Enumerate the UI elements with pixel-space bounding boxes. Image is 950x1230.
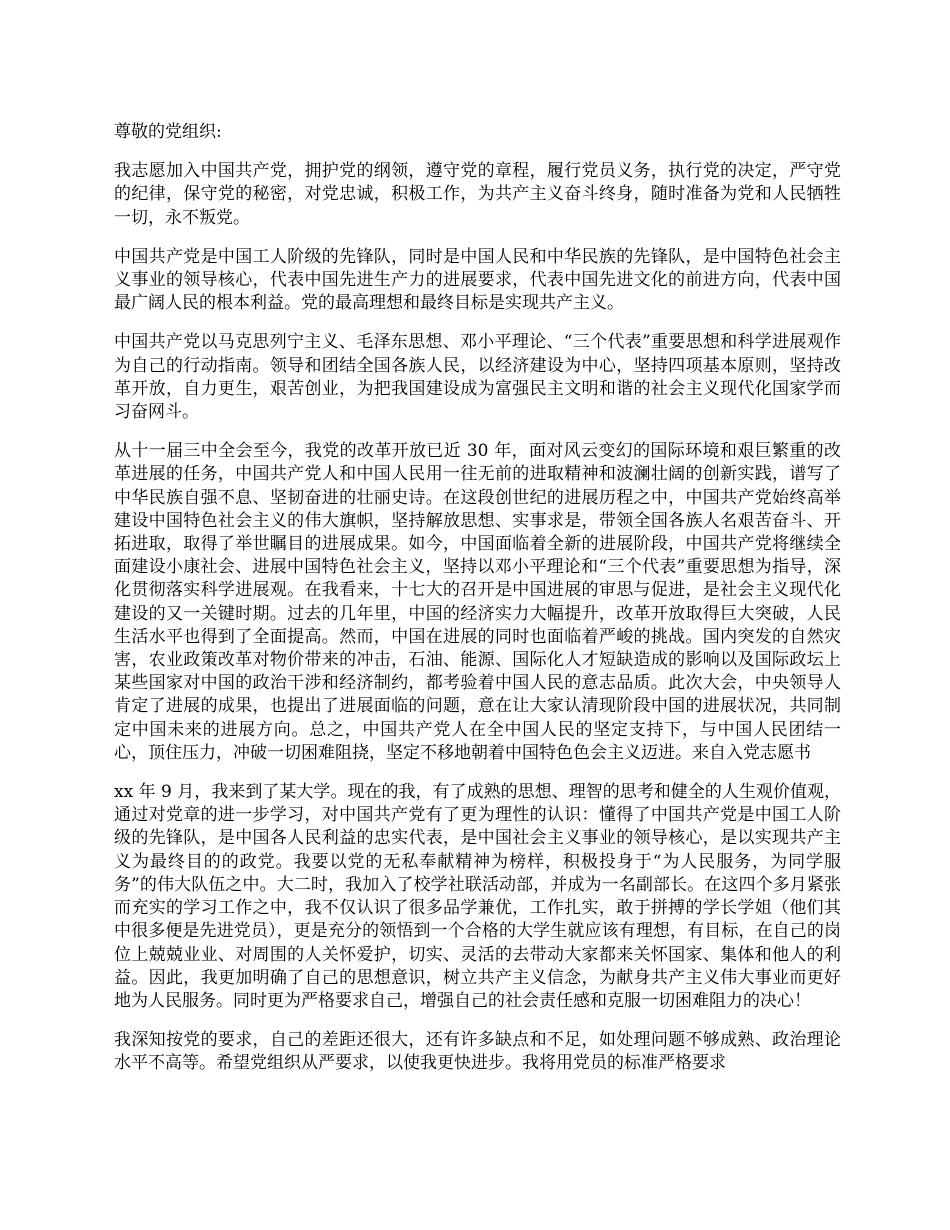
paragraph-self-assessment: 我深知按党的要求，自己的差距还很大，还有许多缺点和不足，如处理问题不够成熟、政治理论水平不高等。希望党组织从严要求，以使我更快进步。我将用党员的标准严格要求 — [114, 1030, 841, 1074]
paragraph-guiding-ideology: 中国共产党以马克思列宁主义、毛泽东思想、邓小平理论、“三个代表”重要思想和科学进展观作为自己的行动指南。领导和团结全国各族人民，以经济建设为中心，坚持四项基本原则，坚持改革开放，自力更生，艰苦创业，为把我国建设成为富强民主文明和谐的社会主义现代化国家学而习奋网斗。 — [114, 332, 841, 423]
document-body — [114, 121, 841, 1092]
paragraph-pledge: 我志愿加入中国共产党，拥护党的纲领，遵守党的章程，履行党员义务，执行党的决定，严守党的纪律，保守党的秘密，对党忠诚，积极工作，为共产主义奋斗终身，随时准备为党和人民牺牲一切，永不叛党。 — [114, 161, 841, 228]
paragraph-party-nature: 中国共产党是中国工人阶级的先锋队，同时是中国人民和中华民族的先锋队，是中国特色社会主义事业的领导核心，代表中国先进生产力的进展要求，代表中国先进文化的前进方向，代表中国最广阔人民的根本利益。党的最高理想和最终目标是实现共产主义。 — [114, 246, 841, 314]
paragraph-reform-history: 从十一届三中全会至今，我党的改革开放已近 30 年，面对风云变幻的国际环境和艰巨繁重的改革进展的任务，中国共产党人和中国人民用一往无前的进取精神和波澜壮阔的创新实践，谱写了中华民族自强不息、坚韧奋进的壮丽史诗。在这段创世纪的进展历程之中，中国共产党始终高举建设中国特色社会主义的伟大旗帜，坚持解放思想、实事求是，带领全国各族人名艰苦奋斗、开拓进取，取得了举世瞩目的进展成果。如今，中国面临着全新的进展阶段，中国共产党将继续全面建设小康社会、进展中国特色社会主义，坚持以邓小平理论和“三个代表”重要思想为指导，深化贯彻落实科学进展观。在我看来，十七大的召开是中国进展的审思与促进，是社会主义现代化建设的又一关键时期。过去的几年里，中国的经济实力大幅提升，改革开放取得巨大突破，人民生活水平也得到了全面提高。然而，中国在进展的同时也面临着严峻的挑战。国内突发的自然灾害，农业政策改革对物价带来的冲击，石油、能源、国际化人才短缺造成的影响以及国际政坛上某些国家对中国的政治干涉和经济制约，都考验着中国人民的意志品质。此次大会，中央领导人肯定了进展的成果，也提出了进展面临的问题，意在让大家认清现阶段中国的进展状况，共同制定中国未来的进展方向。总之，中国共产党人在全中国人民的坚定支持下，与中国人民团结一心，顶住压力，冲破一切困难阻挠，坚定不移地朝着中国特色色会主义迈进。来自入党志愿书 — [114, 441, 841, 763]
paragraph-personal-experience: xx 年 9 月，我来到了某大学。现在的我，有了成熟的思想、理智的思考和健全的人生观价值观，通过对党章的进一步学习，对中国共产党有了更为理性的认识：懂得了中国共产党是中国工人阶级的先锋队，是中国各人民利益的忠实代表，是中国社会主义事业的领导核心，是以实现共产主义为最终目的的政党。我要以党的无私奉献精神为榜样，积极投身于“为人民服务，为同学服务”的伟大队伍之中。大二时，我加入了校学社联活动部，并成为一名副部长。在这四个多月紧张而充实的学习工作之中，我不仅认识了很多品学兼优，工作扎实，敢于拼搏的学长学姐（他们其中很多便是先进党员），更是充分的领悟到一个合格的大学生就应该有理想，有目标，在自己的岗位上兢兢业业、对周围的人关怀爱护，切实、灵活的去带动大家都来关怀国家、集体和他人的利益。因此，我更加明确了自己的思想意识，树立共产主义信念，为献身共产主义伟大事业而更好地为人民服务。同时更为严格要求自己，增强自己的社会责任感和克服一切困难阻力的决心！ — [114, 782, 841, 1011]
salutation: 尊敬的党组织: — [114, 122, 222, 142]
